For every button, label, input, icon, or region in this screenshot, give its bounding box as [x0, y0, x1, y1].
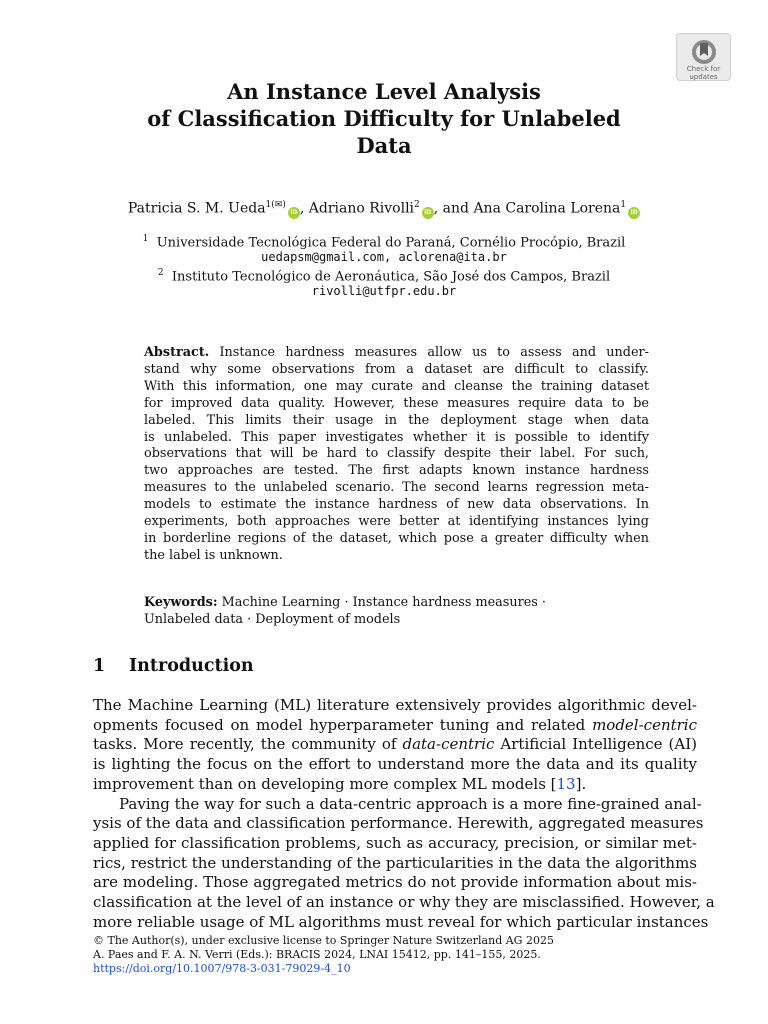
intro-text: improvement than on developing more complex ML models [	[93, 774, 557, 793]
abstract-line: is unlabeled. This paper investigates whether it is possible to identify	[144, 429, 649, 445]
intro-italic-model-centric: model-centric	[592, 715, 697, 734]
affiliation-2-number: 2	[157, 268, 164, 278]
introduction-body	[93, 696, 715, 932]
orcid-icon[interactable]: iD	[288, 207, 300, 219]
affiliation-2-email[interactable]: rivolli@utfpr.edu.br	[311, 284, 457, 298]
affiliation-2-text: Instituto Tecnológico de Aeronáutica, São José dos Campos, Brazil	[171, 269, 611, 285]
intro-line: is lighting the focus on the effort to understand more the data and its quality	[93, 755, 697, 774]
intro-line: classification at the level of an instance or why they are misclassified. However, a	[93, 893, 715, 912]
abstract-line: for improved data quality. However, these measures require data to be	[144, 395, 649, 411]
section-heading	[93, 656, 254, 676]
abstract-line: measures to the unlabeled scenario. The second learns regression meta-	[144, 480, 649, 496]
intro-line: more reliable usage of ML algorithms must reveal for which particular instances	[93, 912, 709, 931]
author-rivolli-sup: 2	[414, 200, 420, 210]
check-for-updates-badge[interactable]	[676, 33, 731, 81]
intro-text: opments focused on model hyperparameter tuning and related	[93, 715, 593, 734]
author-ueda-sup: 1(✉)	[265, 200, 286, 210]
intro-line: are modeling. Those aggregated metrics do not provide information about mis-	[93, 873, 697, 892]
abstract-line: With this information, one may curate and cleanse the training dataset	[144, 378, 649, 394]
footer-citation: A. Paes and F. A. N. Verri (Eds.): BRACIS 2024, LNAI 15412, pp. 141–155, 2025.	[93, 948, 541, 961]
abstract-line: the label is unknown.	[144, 547, 283, 563]
orcid-icon[interactable]: iD	[628, 207, 640, 219]
copyright-footer	[93, 934, 697, 976]
author-lorena: , and Ana Carolina Lorena	[433, 200, 621, 217]
keywords-label: Keywords:	[144, 595, 218, 610]
abstract-label: Abstract.	[144, 345, 210, 360]
abstract-line: stand why some observations from a dataset are difficult to classify.	[144, 361, 649, 377]
abstract-line: experiments, both approaches were better at identifying instances lying	[144, 514, 649, 530]
paper-title	[120, 78, 648, 159]
badge-text-line1: Check for	[686, 65, 721, 73]
intro-line	[93, 716, 697, 736]
citation-link-13[interactable]: 13	[556, 774, 576, 793]
doi-link[interactable]: https://doi.org/10.1007/978-3-031-79029-4_10	[93, 962, 351, 975]
intro-italic-data-centric: data-centric	[402, 735, 495, 754]
keywords-line-2: Unlabeled data · Deployment of models	[144, 612, 401, 627]
affiliation-1-text: Universidade Tecnológica Federal do Paraná, Cornélio Procópio, Brazil	[156, 235, 626, 251]
keywords-text-1: Machine Learning · Instance hardness measures ·	[221, 595, 546, 610]
orcid-icon[interactable]: iD	[422, 207, 434, 219]
intro-line: rics, restrict the understanding of the particularities in the data the algorithms	[93, 853, 697, 872]
abstract	[144, 345, 649, 565]
intro-line: Paving the way for such a data-centric approach is a more fine-grained anal-	[119, 794, 702, 813]
author-list	[80, 196, 688, 219]
abstract-line: observations that will be hard to classify despite their label. For such,	[144, 446, 649, 462]
title-line-3: Data	[356, 133, 412, 158]
section-number: 1	[93, 656, 106, 676]
footer-copyright: © The Author(s), under exclusive license to Springer Nature Switzerland AG 2025	[93, 934, 554, 947]
keywords-line-1	[144, 594, 649, 611]
intro-text: Artificial Intelligence (AI)	[494, 735, 697, 754]
title-line-2: of Classification Difficulty for Unlabeled	[147, 106, 621, 131]
intro-line: ysis of the data and classification performance. Herewith, aggregated measures	[93, 814, 704, 833]
abstract-line: two approaches are tested. The first adapts known instance hardness	[144, 463, 649, 479]
keywords	[144, 594, 649, 628]
abstract-line: labeled. This limits their usage in the deployment stage when data	[144, 412, 649, 428]
author-lorena-sup: 1	[620, 200, 627, 210]
bookmark-circle-icon	[691, 39, 717, 65]
affiliation-1-number: 1	[142, 234, 149, 244]
intro-line	[93, 775, 697, 795]
affiliation-1-emails[interactable]: uedapsm@gmail.com, aclorena@ita.br	[261, 250, 507, 264]
section-title: Introduction	[129, 656, 254, 676]
intro-text: ].	[575, 774, 587, 793]
author-rivolli: , Adriano Rivolli	[299, 200, 415, 217]
author-ueda: Patricia S. M. Ueda	[127, 200, 266, 217]
badge-text-line2: updates	[689, 73, 718, 81]
abstract-line-text: Instance hardness measures allow us to assess and under-	[219, 345, 649, 360]
intro-line	[93, 735, 697, 755]
intro-line: The Machine Learning (ML) literature extensively provides algorithmic devel-	[93, 696, 697, 714]
abstract-line: models to estimate the instance hardness of new data observations. In	[144, 497, 649, 513]
intro-line: applied for classification problems, such as accuracy, precision, or similar met-	[93, 833, 697, 852]
abstract-line	[144, 345, 649, 362]
abstract-line: in borderline regions of the dataset, which pose a greater difficulty when	[144, 530, 649, 546]
title-line-1: An Instance Level Analysis	[227, 79, 541, 104]
intro-text: tasks. More recently, the community of	[93, 735, 403, 754]
